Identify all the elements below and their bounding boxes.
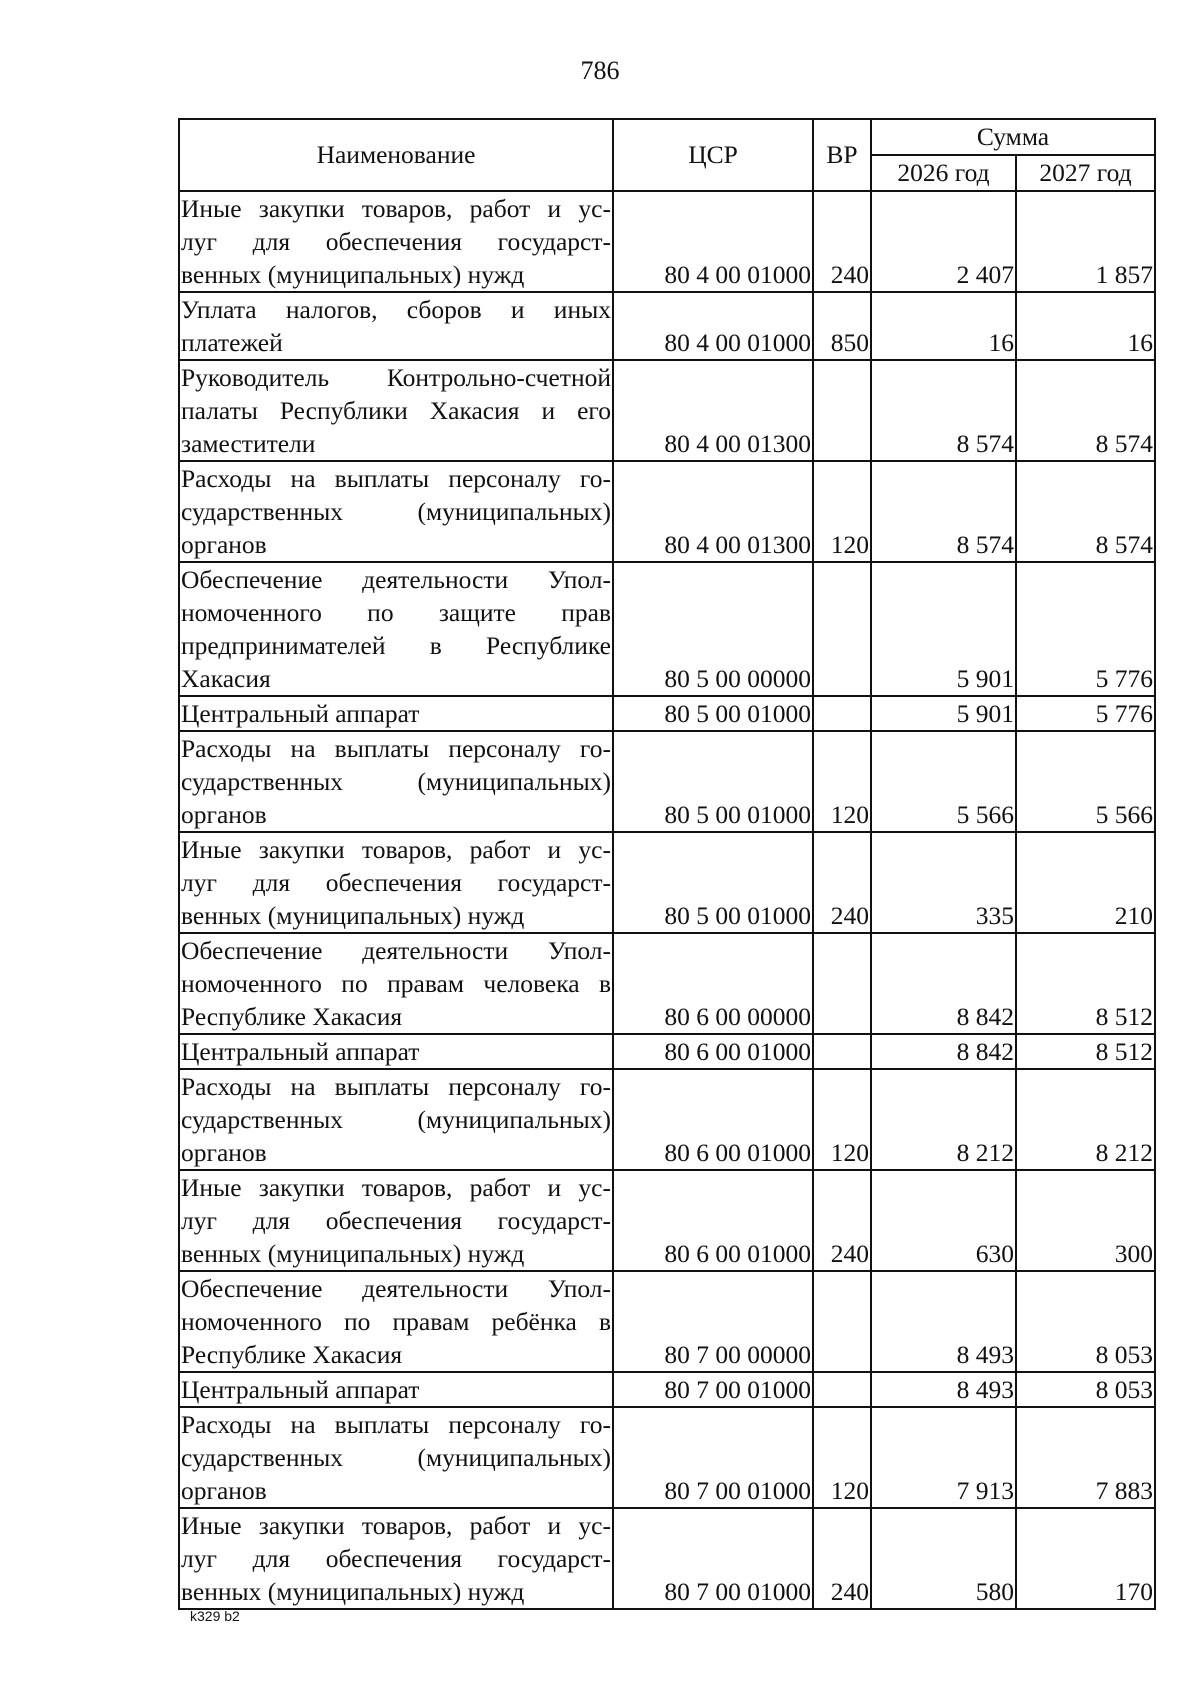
row-sum-2027: 300 [1016, 1170, 1155, 1271]
row-name-line: номоченного по защите прав [181, 598, 611, 627]
header-name: Наименование [179, 119, 613, 191]
row-name-line: Обеспечение деятельности Упол- [181, 936, 611, 965]
row-name [179, 1372, 613, 1407]
budget-table [178, 118, 1156, 1610]
row-name [179, 461, 613, 562]
footer-code: k329 b2 [190, 1608, 240, 1624]
row-sum-2027: 8 574 [1016, 360, 1155, 461]
row-sum-2026: 580 [871, 1508, 1016, 1609]
row-name-line: сударственных (муниципальных) [181, 497, 611, 526]
row-csr: 80 7 00 01000 [613, 1407, 813, 1508]
row-name-line: органов [181, 530, 267, 559]
row-name [179, 1271, 613, 1372]
row-name-line: венных (муниципальных) нужд [181, 1239, 525, 1268]
table-row [179, 562, 1155, 696]
row-vr [813, 1271, 871, 1372]
row-sum-2027: 16 [1016, 292, 1155, 360]
row-name-line: венных (муниципальных) нужд [181, 901, 525, 930]
row-csr: 80 5 00 00000 [613, 562, 813, 696]
row-sum-2027: 210 [1016, 832, 1155, 933]
row-name-line: органов [181, 1138, 267, 1167]
row-csr: 80 6 00 00000 [613, 933, 813, 1034]
row-name-line: Иные закупки товаров, работ и ус- [181, 835, 611, 864]
row-name-line: венных (муниципальных) нужд [181, 1577, 525, 1606]
row-csr: 80 4 00 01300 [613, 360, 813, 461]
row-sum-2026: 8 574 [871, 360, 1016, 461]
table-row [179, 933, 1155, 1034]
row-name-line: луг для обеспечения государст- [181, 1544, 611, 1573]
row-name-line: номоченного по правам ребёнка в [181, 1307, 611, 1336]
row-sum-2026: 7 913 [871, 1407, 1016, 1508]
row-vr: 120 [813, 1407, 871, 1508]
row-csr: 80 5 00 01000 [613, 731, 813, 832]
row-vr [813, 562, 871, 696]
row-sum-2026: 16 [871, 292, 1016, 360]
table-header [179, 119, 1155, 191]
row-name-line: луг для обеспечения государст- [181, 868, 611, 897]
row-name [179, 1508, 613, 1609]
row-sum-2026: 8 842 [871, 1034, 1016, 1069]
table-row [179, 1170, 1155, 1271]
table-row [179, 832, 1155, 933]
row-sum-2027: 170 [1016, 1508, 1155, 1609]
row-name-line: предпринимателей в Республике [181, 631, 611, 660]
row-name-line: Республике Хакасия [181, 1002, 403, 1031]
row-sum-2026: 2 407 [871, 191, 1016, 292]
row-name-line: Центральный аппарат [181, 1375, 420, 1404]
row-name-line: органов [181, 1476, 267, 1505]
row-name-line: Иные закупки товаров, работ и ус- [181, 194, 611, 223]
row-sum-2027: 8 512 [1016, 933, 1155, 1034]
table-row [179, 1407, 1155, 1508]
row-name [179, 191, 613, 292]
row-csr: 80 7 00 00000 [613, 1271, 813, 1372]
row-name [179, 1069, 613, 1170]
row-sum-2027: 8 212 [1016, 1069, 1155, 1170]
row-name [179, 832, 613, 933]
row-name-line: луг для обеспечения государст- [181, 1206, 611, 1235]
row-name [179, 292, 613, 360]
row-name-line: Иные закупки товаров, работ и ус- [181, 1173, 611, 1202]
row-sum-2026: 8 574 [871, 461, 1016, 562]
header-sum: Сумма [871, 119, 1155, 155]
header-year-2027: 2027 год [1016, 155, 1155, 191]
row-sum-2026: 630 [871, 1170, 1016, 1271]
row-name [179, 1170, 613, 1271]
table-row [179, 461, 1155, 562]
row-csr: 80 7 00 01000 [613, 1508, 813, 1609]
row-vr: 240 [813, 1170, 871, 1271]
row-name-line: палаты Республики Хакасия и его [181, 396, 611, 425]
row-sum-2027: 8 574 [1016, 461, 1155, 562]
row-name-line: Иные закупки товаров, работ и ус- [181, 1511, 611, 1540]
row-name-line: Расходы на выплаты персоналу го- [181, 1072, 611, 1101]
row-name-line: Хакасия [181, 664, 271, 693]
row-name-line: Расходы на выплаты персоналу го- [181, 734, 611, 763]
row-name [179, 360, 613, 461]
row-name-line: платежей [181, 328, 283, 357]
row-vr: 120 [813, 731, 871, 832]
row-csr: 80 5 00 01000 [613, 832, 813, 933]
row-vr: 850 [813, 292, 871, 360]
row-sum-2026: 5 901 [871, 696, 1016, 731]
row-name-line: заместители [181, 429, 316, 458]
row-csr: 80 6 00 01000 [613, 1069, 813, 1170]
row-name-line: Руководитель Контрольно-счетной [181, 363, 611, 392]
row-csr: 80 4 00 01300 [613, 461, 813, 562]
table-body [179, 191, 1155, 1609]
row-name-line: сударственных (муниципальных) [181, 1443, 611, 1472]
row-csr: 80 5 00 01000 [613, 696, 813, 731]
row-name-line: Расходы на выплаты персоналу го- [181, 464, 611, 493]
row-sum-2027: 8 053 [1016, 1372, 1155, 1407]
row-name-line: Уплата налогов, сборов и иных [181, 295, 611, 324]
table-row [179, 191, 1155, 292]
row-sum-2027: 5 776 [1016, 696, 1155, 731]
table-row [179, 696, 1155, 731]
row-sum-2026: 8 212 [871, 1069, 1016, 1170]
row-vr [813, 696, 871, 731]
row-csr: 80 6 00 01000 [613, 1034, 813, 1069]
row-sum-2026: 8 493 [871, 1372, 1016, 1407]
table-row [179, 360, 1155, 461]
row-sum-2026: 5 566 [871, 731, 1016, 832]
row-name-line: Республике Хакасия [181, 1340, 403, 1369]
row-vr: 240 [813, 191, 871, 292]
row-vr [813, 1034, 871, 1069]
row-name-line: Обеспечение деятельности Упол- [181, 565, 611, 594]
row-csr: 80 4 00 01000 [613, 292, 813, 360]
row-name-line: номоченного по правам человека в [181, 969, 611, 998]
row-name [179, 696, 613, 731]
header-vr: ВР [813, 119, 871, 191]
row-sum-2027: 5 776 [1016, 562, 1155, 696]
row-name-line: Расходы на выплаты персоналу го- [181, 1410, 611, 1439]
row-name [179, 562, 613, 696]
header-year-2026: 2026 год [871, 155, 1016, 191]
row-vr: 240 [813, 832, 871, 933]
table-row [179, 1508, 1155, 1609]
row-name [179, 1034, 613, 1069]
row-vr [813, 1372, 871, 1407]
row-name-line: Обеспечение деятельности Упол- [181, 1274, 611, 1303]
row-name-line: венных (муниципальных) нужд [181, 260, 525, 289]
row-sum-2026: 5 901 [871, 562, 1016, 696]
table-row [179, 1372, 1155, 1407]
row-name-line: сударственных (муниципальных) [181, 1105, 611, 1134]
row-sum-2026: 335 [871, 832, 1016, 933]
row-sum-2027: 1 857 [1016, 191, 1155, 292]
row-sum-2027: 8 053 [1016, 1271, 1155, 1372]
row-name-line: луг для обеспечения государст- [181, 227, 611, 256]
row-sum-2026: 8 493 [871, 1271, 1016, 1372]
table-row [179, 1271, 1155, 1372]
row-csr: 80 6 00 01000 [613, 1170, 813, 1271]
row-name [179, 1407, 613, 1508]
row-vr: 120 [813, 1069, 871, 1170]
table-row [179, 292, 1155, 360]
row-sum-2027: 7 883 [1016, 1407, 1155, 1508]
row-vr [813, 933, 871, 1034]
row-name-line: Центральный аппарат [181, 699, 420, 728]
table-row [179, 1069, 1155, 1170]
row-sum-2026: 8 842 [871, 933, 1016, 1034]
table-row [179, 1034, 1155, 1069]
header-csr: ЦСР [613, 119, 813, 191]
row-vr: 240 [813, 1508, 871, 1609]
row-name-line: органов [181, 800, 267, 829]
row-name [179, 731, 613, 832]
row-csr: 80 7 00 01000 [613, 1372, 813, 1407]
row-sum-2027: 8 512 [1016, 1034, 1155, 1069]
row-vr [813, 360, 871, 461]
row-name-line: Центральный аппарат [181, 1037, 420, 1066]
row-csr: 80 4 00 01000 [613, 191, 813, 292]
row-sum-2027: 5 566 [1016, 731, 1155, 832]
row-name [179, 933, 613, 1034]
page-number: 786 [580, 56, 620, 85]
row-name-line: сударственных (муниципальных) [181, 767, 611, 796]
row-vr: 120 [813, 461, 871, 562]
table-row [179, 731, 1155, 832]
